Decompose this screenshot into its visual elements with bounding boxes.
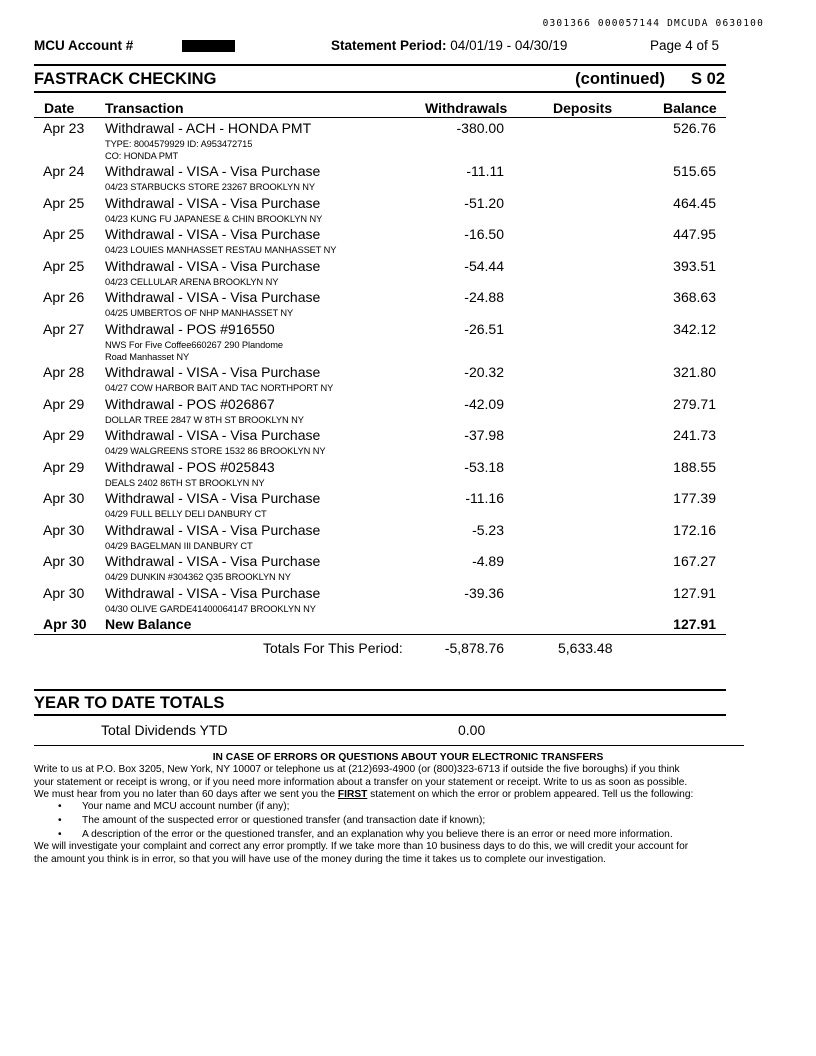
tx-balance: 393.51 — [673, 258, 716, 274]
tx-balance: 177.39 — [673, 490, 716, 506]
new-balance-label: New Balance — [105, 616, 192, 632]
divider — [34, 634, 726, 635]
page-number: Page 4 of 5 — [650, 38, 720, 53]
tx-description: Withdrawal - VISA - Visa Purchase — [105, 289, 321, 305]
errors-bullet-list — [0, 801, 816, 841]
col-header-transaction: Transaction — [105, 100, 184, 116]
period-value: 04/01/19 - 04/30/19 — [450, 38, 568, 53]
tx-description: Withdrawal - VISA - Visa Purchase — [105, 427, 321, 443]
tx-balance: 447.95 — [673, 226, 716, 242]
share-code: S 02 — [691, 70, 725, 88]
tx-description: Withdrawal - POS #025843 — [105, 459, 275, 475]
tx-detail: 04/29 DUNKIN #304362 Q35 BROOKLYN NY — [105, 572, 291, 582]
tx-withdrawal: -53.18 — [464, 459, 504, 475]
ytd-dividends-value: 0.00 — [458, 722, 486, 738]
tx-withdrawal: -42.09 — [464, 396, 504, 412]
tx-detail — [105, 139, 252, 162]
tx-balance: 167.27 — [673, 553, 716, 569]
new-balance-date: Apr 30 — [43, 616, 87, 632]
account-label: MCU Account # — [34, 38, 134, 53]
new-balance-value: 127.91 — [673, 616, 716, 632]
bullet-marker: • — [58, 801, 62, 812]
errors-text — [34, 789, 693, 802]
tx-description: Withdrawal - VISA - Visa Purchase — [105, 226, 321, 242]
tx-date: Apr 30 — [43, 585, 85, 601]
bullet-marker: • — [58, 815, 62, 826]
tx-detail: 04/23 LOUIES MANHASSET RESTAU MANHASSET NY — [105, 245, 337, 255]
tx-date: Apr 23 — [43, 120, 85, 136]
tx-withdrawal: -16.50 — [464, 226, 504, 242]
tx-withdrawal: -24.88 — [464, 289, 504, 305]
tx-date: Apr 25 — [43, 226, 85, 242]
tx-detail: DEALS 2402 86TH ST BROOKLYN NY — [105, 478, 265, 488]
divider — [34, 745, 744, 746]
errors-text: We will investigate your complaint and correct any error promptly. If we take more than 10 business days to do this, we will credit your account for — [34, 841, 689, 852]
tx-description: Withdrawal - VISA - Visa Purchase — [105, 585, 321, 601]
tx-detail: 04/29 WALGREENS STORE 1532 86 BROOKLYN NY — [105, 446, 326, 456]
totals-label: Totals For This Period: — [263, 640, 403, 656]
section-title: FASTRACK CHECKING — [34, 70, 217, 88]
tx-balance: 342.12 — [673, 321, 716, 337]
tx-balance: 321.80 — [673, 364, 716, 380]
redacted-account-number — [182, 40, 235, 52]
tx-withdrawal: -4.89 — [472, 553, 504, 569]
tx-balance: 464.45 — [673, 195, 716, 211]
tx-description: Withdrawal - ACH - HONDA PMT — [105, 120, 312, 136]
col-header-balance: Balance — [663, 100, 717, 116]
tx-withdrawal: -54.44 — [464, 258, 504, 274]
errors-text-part: We must hear from you no later than 60 days after we sent you the — [34, 789, 338, 800]
tx-detail: 04/29 BAGELMAN III DANBURY CT — [105, 541, 253, 551]
col-header-date: Date — [44, 100, 75, 116]
period-label: Statement Period: — [331, 38, 447, 53]
continued-label: (continued) — [575, 70, 665, 88]
tx-date: Apr 24 — [43, 163, 85, 179]
tx-date: Apr 30 — [43, 553, 85, 569]
tx-description: Withdrawal - VISA - Visa Purchase — [105, 163, 321, 179]
tx-description: Withdrawal - VISA - Visa Purchase — [105, 490, 321, 506]
tx-withdrawal: -11.16 — [465, 490, 504, 506]
tx-detail: DOLLAR TREE 2847 W 8TH ST BROOKLYN NY — [105, 415, 304, 425]
tx-balance: 188.55 — [673, 459, 716, 475]
tx-detail: 04/23 CELLULAR ARENA BROOKLYN NY — [105, 277, 279, 287]
tx-balance: 241.73 — [673, 427, 716, 443]
divider — [34, 714, 726, 716]
divider — [34, 91, 726, 93]
tx-detail: 04/23 STARBUCKS STORE 23267 BROOKLYN NY — [105, 182, 316, 192]
tx-withdrawal: -5.23 — [472, 522, 504, 538]
tx-date: Apr 30 — [43, 490, 85, 506]
tx-detail: 04/30 OLIVE GARDE41400064147 BROOKLYN NY — [105, 604, 316, 614]
tx-detail: 04/25 UMBERTOS OF NHP MANHASSET NY — [105, 308, 294, 318]
tx-withdrawal: -380.00 — [456, 120, 504, 136]
tx-balance: 526.76 — [673, 120, 716, 136]
document-control-code: 0301366 000057144 DMCUDA 0630100 — [542, 18, 764, 29]
tx-balance: 279.71 — [673, 396, 716, 412]
tx-date: Apr 26 — [43, 289, 85, 305]
errors-text: your statement or receipt is wrong, or if you need more information about a transfer on your statement or receipt. Write to us as soon as possible. — [34, 777, 688, 788]
tx-date: Apr 30 — [43, 522, 85, 538]
tx-withdrawal: -39.36 — [464, 585, 504, 601]
tx-description: Withdrawal - POS #916550 — [105, 321, 275, 337]
tx-balance: 172.16 — [673, 522, 716, 538]
tx-description: Withdrawal - VISA - Visa Purchase — [105, 522, 321, 538]
tx-withdrawal: -26.51 — [464, 321, 504, 337]
tx-balance: 127.91 — [673, 585, 716, 601]
errors-emphasis: FIRST — [337, 789, 368, 800]
col-header-withdrawals: Withdrawals — [425, 100, 508, 116]
errors-text: the amount you think is in error, so that you will have use of the money during the time it takes us to complete our investigation. — [34, 854, 606, 865]
bullet-item: A description of the error or the questioned transfer, and an explanation why you believe there is an error or need more information. — [82, 829, 673, 840]
tx-balance: 368.63 — [673, 289, 716, 305]
tx-description: Withdrawal - VISA - Visa Purchase — [105, 553, 321, 569]
tx-detail: 04/29 FULL BELLY DELI DANBURY CT — [105, 509, 267, 519]
tx-description: Withdrawal - VISA - Visa Purchase — [105, 195, 321, 211]
divider — [34, 117, 726, 118]
tx-date: Apr 28 — [43, 364, 85, 380]
totals-withdrawals: -5,878.76 — [444, 640, 504, 656]
bullet-item: The amount of the suspected error or questioned transfer (and transaction date if known); — [82, 815, 486, 826]
divider — [34, 64, 726, 66]
bullet-item: Your name and MCU account number (if any); — [82, 801, 290, 812]
tx-withdrawal: -20.32 — [464, 364, 504, 380]
tx-date: Apr 25 — [43, 258, 85, 274]
tx-date: Apr 27 — [43, 321, 85, 337]
tx-description: Withdrawal - POS #026867 — [105, 396, 275, 412]
tx-detail — [105, 340, 283, 363]
tx-detail-line: Road Manhasset NY — [105, 351, 190, 362]
ytd-section-title: YEAR TO DATE TOTALS — [34, 694, 225, 712]
ytd-dividends-label: Total Dividends YTD — [101, 722, 228, 738]
errors-heading: IN CASE OF ERRORS OR QUESTIONS ABOUT YOUR ELECTRONIC TRANSFERS — [212, 752, 604, 763]
statement-header — [34, 38, 726, 56]
tx-description: Withdrawal - VISA - Visa Purchase — [105, 258, 321, 274]
tx-detail-line: CO: HONDA PMT — [105, 150, 179, 161]
tx-date: Apr 29 — [43, 427, 85, 443]
tx-withdrawal: -51.20 — [464, 195, 504, 211]
bullet-marker: • — [58, 829, 62, 840]
errors-text: Write to us at P.O. Box 3205, New York, NY 10007 or telephone us at (212)693-4900 (or (800)323-6713 if outside the five boroughs) if you think — [34, 764, 680, 775]
tx-description: Withdrawal - VISA - Visa Purchase — [105, 364, 321, 380]
divider — [34, 689, 726, 691]
tx-date: Apr 29 — [43, 396, 85, 412]
tx-detail-line: TYPE: 8004579929 ID: A953472715 — [105, 139, 253, 149]
tx-balance: 515.65 — [673, 163, 716, 179]
tx-date: Apr 25 — [43, 195, 85, 211]
statement-period — [331, 38, 567, 53]
tx-detail: 04/23 KUNG FU JAPANESE & CHIN BROOKLYN NY — [105, 214, 323, 224]
tx-detail-line: NWS For Five Coffee660267 290 Plandome — [105, 340, 283, 350]
tx-withdrawal: -37.98 — [464, 427, 504, 443]
col-header-deposits: Deposits — [553, 100, 613, 116]
tx-withdrawal: -11.11 — [466, 163, 504, 179]
tx-date: Apr 29 — [43, 459, 85, 475]
totals-deposits: 5,633.48 — [558, 640, 613, 656]
errors-text-part: statement on which the error or problem appeared. Tell us the following: — [367, 789, 694, 800]
tx-detail: 04/27 COW HARBOR BAIT AND TAC NORTHPORT NY — [105, 383, 334, 393]
